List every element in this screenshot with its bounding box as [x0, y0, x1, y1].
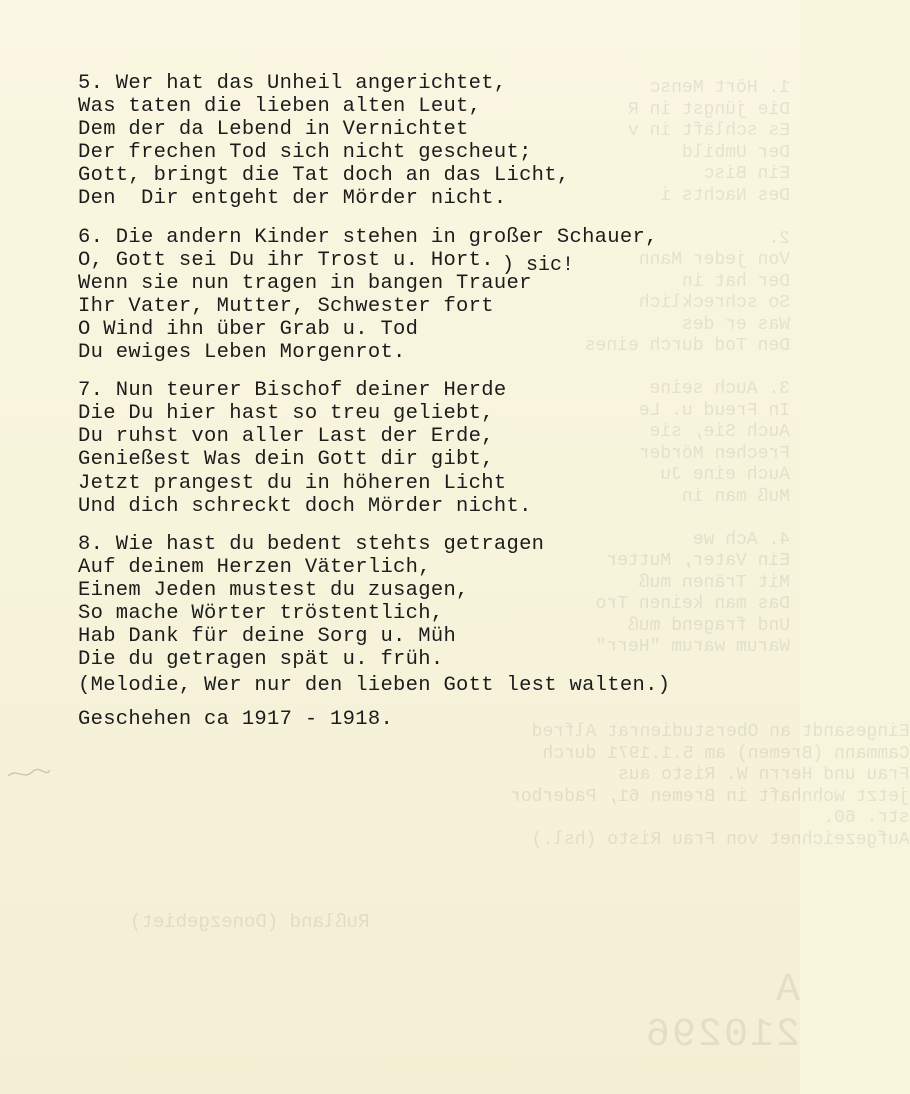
- show-through-line: Die jüngst in R: [627, 99, 790, 120]
- poem-line: 7. Nun teurer Bischof deiner Herde: [78, 379, 507, 403]
- faint-handwritten-mark: [6, 766, 52, 782]
- show-through-line: Das man keinen Tro: [595, 594, 790, 614]
- show-through-line: Und fragend muß: [627, 615, 790, 636]
- stanza: [78, 226, 758, 365]
- poem-line: Gott, bringt die Tat doch an das Licht,: [78, 164, 570, 188]
- show-through-line: Frechen Mörder: [638, 443, 790, 464]
- poem: [78, 72, 758, 671]
- show-through-line: Aufgezeichnet von Frau Risto (hsl.): [531, 829, 910, 850]
- poem-line: Hab Dank für deine Sorg u. Müh: [78, 625, 457, 649]
- show-through-line: Muß man in: [681, 486, 790, 507]
- show-through-line: Ein Vater, Mutter: [606, 551, 790, 571]
- poem-line: Du ruhst von aller Last der Erde,: [78, 425, 494, 449]
- show-through-line: jetzt wohnhaft in Bremen 61, Paderbor: [510, 786, 910, 807]
- show-through-line: Was er des: [681, 314, 790, 335]
- show-through-line: Der hat in: [681, 271, 790, 292]
- poem-line: 8. Wie hast du bedent stehts getragen: [78, 532, 545, 556]
- sic-note: ) sic!: [502, 254, 575, 277]
- date-note: Geschehen ca 1917 - 1918.: [78, 708, 394, 731]
- show-through-region: Rußland (Donezgebiet): [130, 911, 370, 933]
- show-through-line: 1. Hört Mensc: [649, 78, 790, 98]
- stanza: [78, 379, 758, 518]
- show-through-line: In Freud u. Le: [638, 400, 790, 421]
- poem-line: Was taten die lieben alten Leut,: [78, 95, 482, 119]
- show-through-line: Cammann (Bremen) am 5.1.1971 durch: [542, 743, 910, 764]
- stanza: [78, 533, 758, 672]
- poem-line: 6. Die andern Kinder stehen in großer Schauer,: [78, 225, 658, 249]
- poem-line: Genießest Was dein Gott dir gibt,: [78, 448, 494, 472]
- show-through-line: So schrecklich: [638, 293, 790, 313]
- poem-line: O Wind ihn über Grab u. Tod: [78, 317, 419, 341]
- poem-line: Wenn sie nun tragen in bangen Trauer: [78, 271, 532, 295]
- poem-line: Der frechen Tod sich nicht gescheut;: [78, 141, 532, 165]
- poem-line: Ihr Vater, Mutter, Schwester fort: [78, 294, 494, 318]
- poem-line: Du ewiges Leben Morgenrot.: [78, 341, 406, 365]
- poem-line: Und dich schreckt doch Mörder nicht.: [78, 494, 532, 518]
- poem-line: Die du getragen spät u. früh.: [78, 648, 444, 672]
- show-through-line: Auch eine Ju: [660, 465, 790, 485]
- show-through-archive-note: [510, 722, 910, 851]
- poem-line: Den Dir entgeht der Mörder nicht.: [78, 187, 507, 211]
- show-through-line: Frau und Herrn W. Risto aus: [618, 765, 910, 785]
- show-through-line: 4. Ach we: [692, 529, 790, 550]
- show-through-line: str. 60.: [823, 808, 910, 828]
- poem-line: Dem der da Lebend in Vernichtet: [78, 118, 469, 142]
- poem-line: So mache Wörter tröstentlich,: [78, 601, 444, 625]
- show-through-line: Den Tod durch eines: [584, 336, 790, 356]
- show-through-line: Eingesandt an Oberstudienrat Alfred: [531, 722, 910, 742]
- poem-line: Auf deinem Herzen Väterlich,: [78, 555, 431, 579]
- show-through-line: Von jeder Mann: [638, 250, 790, 270]
- show-through-archive-number: A 210296: [643, 968, 800, 1058]
- poem-line: Einem Jeden mustest du zusagen,: [78, 578, 469, 602]
- show-through-line: Warum warum "Herr": [595, 637, 790, 657]
- show-through-line: 3. Auch seine: [649, 379, 790, 399]
- melody-note: (Melodie, Wer nur den lieben Gott lest walten.): [78, 674, 671, 697]
- show-through-line: Auch Sie, sie: [649, 422, 790, 442]
- poem-line: Die Du hier hast so treu geliebt,: [78, 402, 494, 426]
- show-through-line: Ein Bisc: [703, 164, 790, 184]
- poem-line: Jetzt prangest du in höheren Licht: [78, 471, 507, 495]
- poem-line: O, Gott sei Du ihr Trost u. Hort.: [78, 248, 494, 272]
- show-through-line: 2.: [768, 228, 790, 249]
- show-through-line: Mit Tränen muß: [638, 572, 790, 593]
- show-through-line: Des Nachts i: [660, 185, 790, 206]
- poem-line: 5. Wer hat das Unheil angerichtet,: [78, 72, 507, 95]
- stanza: [78, 72, 758, 211]
- show-through-line: Der Umbild: [681, 142, 790, 163]
- show-through-line: Es schläft in v: [627, 121, 790, 141]
